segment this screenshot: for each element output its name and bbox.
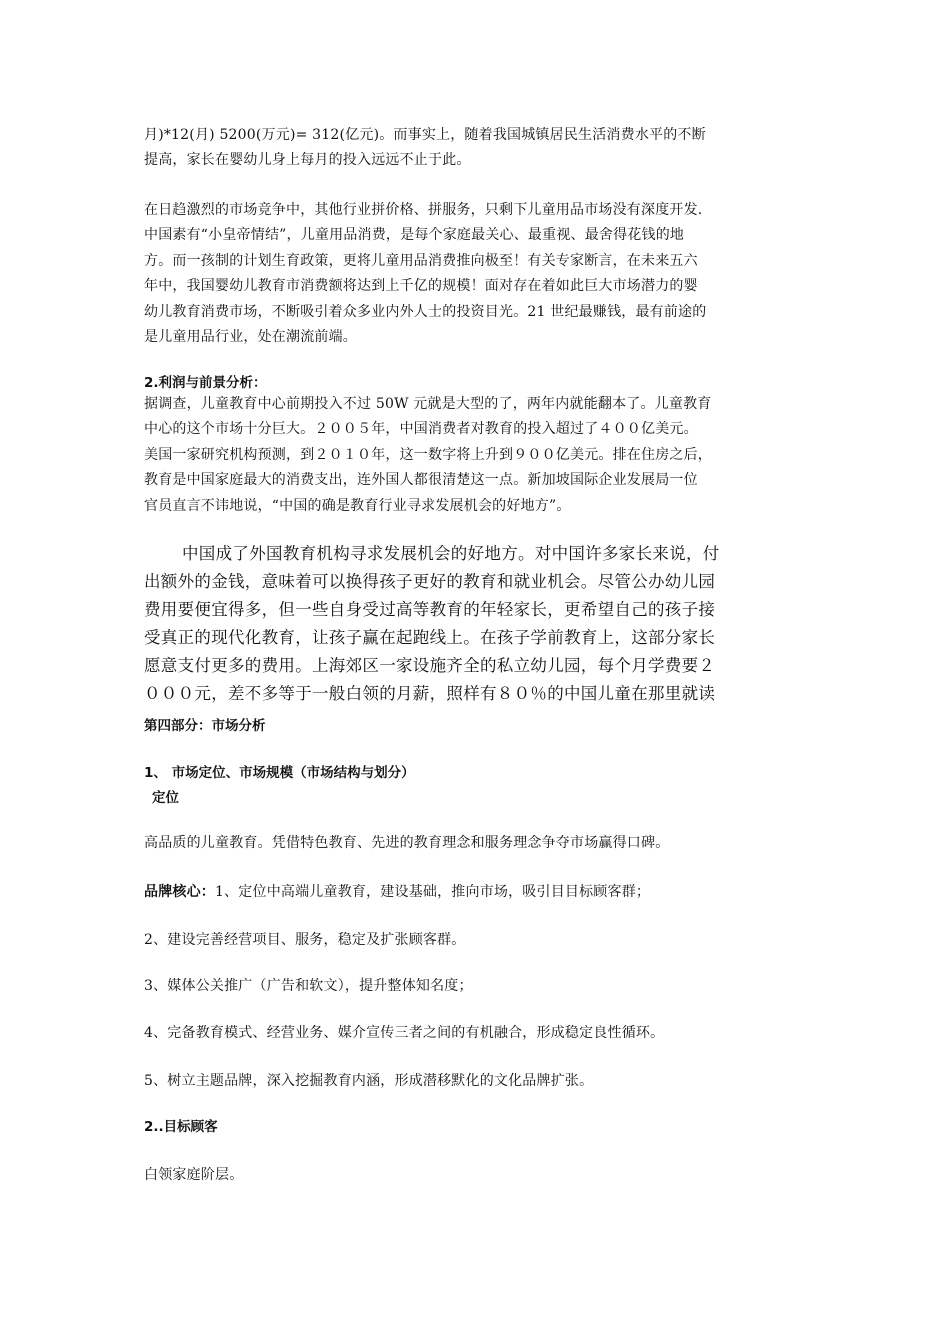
text-line: 是儿童用品行业，处在潮流前端。 bbox=[144, 329, 357, 346]
text-line: 月)*12(月) 5200(万元)= 312(亿元)。而事实上，随着我国城镇居民生活消费水平的不断 bbox=[144, 127, 706, 143]
text-line: 提高，家长在婴幼儿身上每月的投入远远不止于此。 bbox=[144, 152, 471, 169]
text-line: 方。而一孩制的计划生育政策，更将儿童用品消费推向极至！有关专家断言，在未来五六 bbox=[144, 252, 698, 269]
paragraph-investment-survey bbox=[144, 392, 824, 519]
text-line: 费用要便宜得多，但一些自身受过高等教育的年轻家长，更希望自己的孩子接 bbox=[144, 599, 716, 619]
text-line: 教育是中国家庭最大的消费支出，连外国人都很清楚这一点。新加坡国际企业发展局一位 bbox=[144, 472, 698, 489]
text-line: 官员直言不讳地说，“中国的确是教育行业寻求发展机会的好地方”。 bbox=[144, 497, 571, 514]
brand-core-line bbox=[144, 880, 824, 905]
text-line: 受真正的现代化教育，让孩子赢在起跑线上。在孩子学前教育上，这部分家长 bbox=[144, 627, 716, 647]
text-line: 中心的这个市场十分巨大。２００５年，中国消费者对教育的投入超过了４００亿美元。 bbox=[144, 421, 698, 438]
text-line: 据调查，儿童教育中心前期投入不过 50W 元就是大型的了，两年内就能翻本了。儿童教育 bbox=[144, 396, 712, 412]
paragraph-positioning: 高品质的儿童教育。凭借特色教育、先进的教育理念和服务理念争夺市场赢得口碑。 bbox=[144, 835, 670, 851]
text-line: 在日趋激烈的市场竞争中，其他行业拼价格、拼服务，只剩下儿童用品市场没有深度开发. bbox=[144, 202, 703, 218]
text-line: 美国一家研究机构预测，到２０１０年，这一数字将上升到９００亿美元。排在住房之后， bbox=[144, 446, 712, 463]
brand-item: 5、树立主题品牌，深入挖掘教育内涵，形成潜移默化的文化品牌扩张。 bbox=[144, 1073, 594, 1089]
text-line: 愿意支付更多的费用。上海郊区一家设施齐全的私立幼儿园，每个月学费要２ bbox=[144, 655, 716, 675]
text-line: ０００元，差不多等于一般白领的月薪，照样有８０％的中国儿童在那里就读 bbox=[144, 683, 716, 703]
text-line: 中国素有“小皇帝情结”，儿童用品消费，是每个家庭最关心、最重视、最舍得花钱的地 bbox=[144, 227, 685, 244]
heading-profit-analysis: 2.利润与前景分析： bbox=[144, 375, 267, 391]
paragraph-cost-estimate bbox=[144, 123, 824, 174]
brand-item: 4、完备教育模式、经营业务、媒介宣传三者之间的有机融合，形成稳定良性循环。 bbox=[144, 1025, 665, 1041]
brand-core-item: 1、定位中高端儿童教育，建设基础，推向市场，吸引目目标顾客群； bbox=[215, 884, 651, 900]
text-line: 幼儿教育消费市场，不断吸引着众多业内外人士的投资目光。21 世纪最赚钱，最有前途的 bbox=[144, 303, 707, 320]
text-line: 中国成了外国教育机构寻求发展机会的好地方。对中国许多家长来说，付 bbox=[182, 544, 720, 563]
paragraph-market-competition bbox=[144, 198, 824, 350]
paragraph-foreign-education bbox=[144, 540, 824, 707]
brand-item: 3、媒体公关推广（广告和软文），提升整体知名度； bbox=[144, 978, 473, 994]
heading-part-four: 第四部分：市场分析 bbox=[144, 718, 266, 734]
text-line: 年中，我国婴幼儿教育市消费额将达到上千亿的规模！面对存在着如此巨大市场潜力的婴 bbox=[144, 278, 698, 295]
heading-positioning: 定位 bbox=[152, 790, 179, 806]
heading-market-positioning: 1、 市场定位、市场规模（市场结构与划分） bbox=[144, 765, 415, 781]
brand-core-label: 品牌核心： bbox=[144, 884, 215, 900]
text-line: 出额外的金钱，意味着可以换得孩子更好的教育和就业机会。尽管公办幼儿园 bbox=[144, 571, 716, 591]
brand-item: 2、建设完善经营项目、服务，稳定及扩张顾客群。 bbox=[144, 932, 466, 948]
paragraph-target-customers: 白领家庭阶层。 bbox=[144, 1167, 244, 1183]
heading-target-customers: 2..目标顾客 bbox=[144, 1119, 218, 1135]
